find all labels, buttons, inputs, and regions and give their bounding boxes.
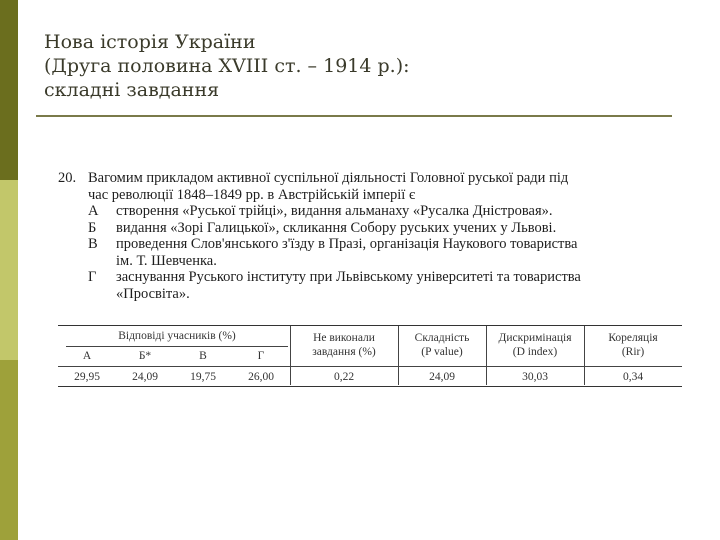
- option-text: ім. Т. Шевченка.: [116, 252, 217, 269]
- option-letter: В: [88, 236, 98, 252]
- answers-header: Відповіді учасників (%): [118, 330, 236, 342]
- question-stem-text: час революції 1848–1849 рр. в Австрійській імперії є: [88, 186, 416, 203]
- option-text: видання «Зорі Галицької», скликання Собору руських учених у Львові.: [116, 219, 557, 236]
- option-text: «Просвіта».: [116, 285, 190, 302]
- question-number: 20.: [58, 170, 77, 186]
- not-done-header: Не виконали завдання (%): [312, 332, 376, 358]
- slide-title-line-2: (Друга половина XVIII ст. – 1914 р.):: [44, 55, 410, 77]
- not-done-value: 0,22: [333, 371, 355, 383]
- answer-value-a: 29,95: [74, 371, 100, 383]
- answer-value-b: 24,09: [132, 371, 158, 383]
- option-text: створення «Руської трійці», видання альманаху «Русалка Дністровая».: [116, 203, 553, 219]
- question-stem-line: [58, 187, 686, 204]
- difficulty-header: Складність (P value): [414, 332, 470, 358]
- option-d-continued: [58, 286, 686, 303]
- question-stem-line: [58, 170, 686, 187]
- question-block: [58, 170, 686, 302]
- question-stem-text: Вагомим прикладом активної суспільної діяльності Головної руської ради під: [88, 170, 569, 186]
- answer-value-d: 26,00: [248, 371, 274, 383]
- answer-letter-c: В: [199, 350, 207, 362]
- slide-title: [44, 30, 664, 102]
- option-a: [58, 203, 686, 220]
- option-d: [58, 269, 686, 286]
- difficulty-value: 24,09: [429, 371, 455, 383]
- option-letter: Г: [88, 269, 97, 285]
- option-c-continued: [58, 253, 686, 270]
- answer-letter-a: А: [82, 350, 92, 362]
- correlation-value: 0,34: [622, 371, 644, 383]
- table-header-rule: [58, 366, 682, 367]
- option-letter: Б: [88, 219, 97, 236]
- slide-side-bar: [0, 0, 18, 540]
- option-text: заснування Руського інституту при Львівському університеті та товариства: [116, 269, 581, 285]
- title-divider: [36, 115, 672, 117]
- correlation-header: Кореляція (Rir): [608, 332, 658, 358]
- side-bar-middle-segment: [0, 180, 18, 360]
- statistics-table: [58, 325, 682, 387]
- side-bar-bottom-segment: [0, 360, 18, 540]
- option-text: проведення Слов'янського з'їзду в Празі, організація Наукового товариства: [116, 236, 578, 252]
- table-subheader-rule: [66, 346, 288, 347]
- option-letter: А: [88, 203, 99, 219]
- option-c: [58, 236, 686, 253]
- slide-title-line-3: складні завдання: [44, 79, 220, 101]
- answer-letter-d: Г: [257, 350, 265, 362]
- side-bar-top-segment: [0, 0, 18, 180]
- discrimination-header: Дискримінація (D index): [498, 332, 572, 358]
- option-b: [58, 220, 686, 237]
- answer-value-c: 19,75: [190, 371, 216, 383]
- answer-letter-b: Б*: [138, 350, 152, 362]
- discrimination-value: 30,03: [522, 371, 548, 383]
- slide-title-line-1: Нова історія України: [44, 31, 256, 53]
